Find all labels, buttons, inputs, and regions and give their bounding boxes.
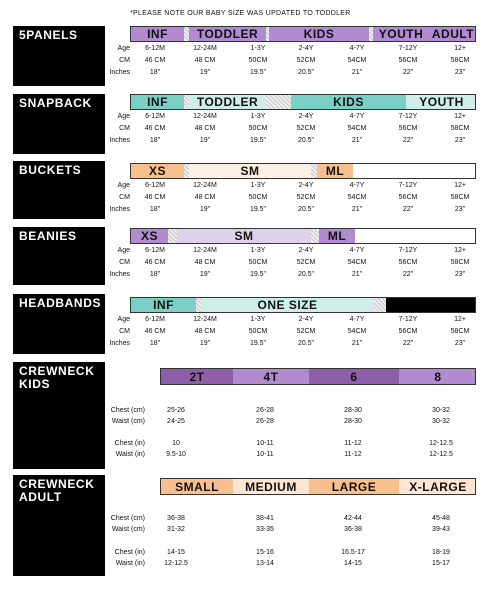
row-label: Age: [117, 182, 130, 189]
table-cell: 12+: [454, 182, 466, 189]
size-segment: YOUTH: [373, 27, 429, 41]
table-cell: 54CM: [347, 125, 367, 132]
size-bar: [130, 297, 476, 313]
table-cell: 4-7Y: [349, 45, 365, 52]
page-note: *PLEASE NOTE OUR BABY SIZE WAS UPDATED TO TODDLER: [130, 10, 351, 17]
table-cell: 19.5": [249, 340, 267, 347]
table-cell: 30-32: [432, 418, 450, 425]
table-cell: 7-12Y: [398, 113, 418, 120]
table-cell: 23": [454, 206, 466, 213]
table-cell: 2-4Y: [298, 247, 314, 254]
table-cell: 12-12.5: [164, 560, 188, 567]
table-cell: 4-7Y: [349, 182, 365, 189]
table-cell: 56CM: [398, 57, 418, 64]
table-cell: 26-28: [256, 418, 274, 425]
row-label: Waist (cm): [111, 418, 145, 425]
row-label: Chest (cm): [110, 407, 145, 414]
table-cell: 58CM: [450, 328, 470, 335]
table-cell: 7-12Y: [398, 182, 418, 189]
row-label: Chest (cm): [110, 515, 145, 522]
table-cell: 58CM: [450, 125, 470, 132]
section-label-block: [13, 26, 105, 86]
table-cell: 2-4Y: [298, 45, 314, 52]
table-cell: 12-24M: [193, 247, 217, 254]
table-cell: 20.5": [297, 69, 315, 76]
table-cell: 50CM: [248, 57, 268, 64]
size-segment: MEDIUM: [233, 479, 309, 494]
table-cell: 56CM: [398, 125, 418, 132]
size-segment: TODDLER: [189, 27, 266, 41]
size-bar: [160, 478, 476, 495]
table-cell: 20.5": [297, 206, 315, 213]
row-label: Waist (in): [115, 451, 145, 458]
table-cell: 15-17: [432, 560, 450, 567]
table-cell: 19": [199, 137, 211, 144]
table-cell: 52CM: [296, 259, 316, 266]
table-cell: 2-4Y: [298, 113, 314, 120]
size-segment: SM: [177, 229, 311, 243]
table-cell: 22": [402, 137, 414, 144]
table-cell: 45-48: [432, 515, 450, 522]
table-cell: 30-32: [432, 407, 450, 414]
table-cell: 54CM: [347, 328, 367, 335]
table-cell: 4-7Y: [349, 316, 365, 323]
table-cell: 2-4Y: [298, 316, 314, 323]
table-cell: 42-44: [344, 515, 362, 522]
table-cell: 15-16: [256, 549, 274, 556]
row-label: Inches: [109, 137, 130, 144]
table-cell: 4-7Y: [349, 247, 365, 254]
size-segment: INF: [131, 27, 184, 41]
section-title: SNAPBACK: [19, 96, 92, 110]
size-segment: ML: [319, 229, 355, 243]
table-cell: 23": [454, 340, 466, 347]
section-title: CREWNECK KIDS: [19, 364, 95, 391]
size-segment: INF: [131, 95, 184, 109]
size-bar: [130, 163, 476, 179]
table-cell: 48 CM: [194, 57, 216, 64]
size-segment: 4T: [233, 369, 309, 384]
table-cell: 33-35: [256, 526, 274, 533]
table-cell: 54CM: [347, 194, 367, 201]
table-cell: 46 CM: [144, 57, 166, 64]
size-segment: [386, 298, 476, 312]
table-cell: 22": [402, 340, 414, 347]
section-title: BEANIES: [19, 229, 77, 243]
table-cell: 12-24M: [193, 182, 217, 189]
table-cell: 50CM: [248, 259, 268, 266]
table-cell: 54CM: [347, 259, 367, 266]
row-label: CM: [119, 194, 130, 201]
section-title: 5PANELS: [19, 28, 78, 42]
table-cell: 46 CM: [144, 328, 166, 335]
table-cell: 19.5": [249, 137, 267, 144]
table-cell: 23": [454, 137, 466, 144]
table-cell: 46 CM: [144, 259, 166, 266]
row-label: CM: [119, 57, 130, 64]
table-cell: 12-12.5: [429, 440, 453, 447]
table-cell: 48 CM: [194, 125, 216, 132]
table-cell: 2-4Y: [298, 182, 314, 189]
table-cell: 19": [199, 340, 211, 347]
table-cell: 14-15: [167, 549, 185, 556]
table-cell: 22": [402, 69, 414, 76]
table-cell: 56CM: [398, 194, 418, 201]
size-segment: KIDS: [269, 27, 369, 41]
table-cell: 46 CM: [144, 194, 166, 201]
row-label: Age: [117, 316, 130, 323]
row-label: Age: [117, 45, 130, 52]
size-segment: [266, 95, 291, 109]
table-cell: 1-3Y: [250, 45, 266, 52]
size-segment: X-LARGE: [399, 479, 476, 494]
table-cell: 4-7Y: [349, 113, 365, 120]
row-label: Chest (in): [114, 549, 145, 556]
table-cell: 22": [402, 271, 414, 278]
size-segment: ONE SIZE: [201, 298, 374, 312]
table-cell: 28-30: [344, 418, 362, 425]
table-cell: 23": [454, 271, 466, 278]
table-cell: 16.5-17: [341, 549, 365, 556]
table-cell: 21": [351, 69, 363, 76]
table-cell: 12-24M: [193, 113, 217, 120]
table-cell: 52CM: [296, 328, 316, 335]
table-cell: 13-14: [256, 560, 274, 567]
table-cell: 39-43: [432, 526, 450, 533]
table-cell: 10-11: [256, 451, 274, 458]
table-cell: 19": [199, 206, 211, 213]
table-cell: 56CM: [398, 328, 418, 335]
size-segment: ADULT: [429, 27, 476, 41]
section-label-block: [13, 94, 105, 154]
table-cell: 1-3Y: [250, 247, 266, 254]
table-cell: 50CM: [248, 125, 268, 132]
table-cell: 23": [454, 69, 466, 76]
table-cell: 9.5-10: [166, 451, 186, 458]
table-cell: 11-12: [344, 451, 362, 458]
table-cell: 12-24M: [193, 316, 217, 323]
table-cell: 6-12M: [145, 113, 165, 120]
table-cell: 52CM: [296, 194, 316, 201]
row-label: Waist (in): [115, 560, 145, 567]
table-cell: 25-26: [167, 407, 185, 414]
size-segment: 8: [399, 369, 476, 384]
table-cell: 20.5": [297, 137, 315, 144]
section-title: CREWNECK ADULT: [19, 477, 95, 504]
table-cell: 54CM: [347, 57, 367, 64]
table-cell: 10-11: [256, 440, 274, 447]
table-cell: 28-30: [344, 407, 362, 414]
table-cell: 12-24M: [193, 45, 217, 52]
row-label: Inches: [109, 69, 130, 76]
table-cell: 18": [149, 69, 161, 76]
row-label: Inches: [109, 271, 130, 278]
row-label: Age: [117, 247, 130, 254]
table-cell: 50CM: [248, 194, 268, 201]
table-cell: 19.5": [249, 271, 267, 278]
table-cell: 7-12Y: [398, 45, 418, 52]
table-cell: 18-19: [432, 549, 450, 556]
table-cell: 21": [351, 340, 363, 347]
table-cell: 6-12M: [145, 316, 165, 323]
table-cell: 18": [149, 206, 161, 213]
table-cell: 36-38: [167, 515, 185, 522]
table-cell: 1-3Y: [250, 113, 266, 120]
table-cell: 26-28: [256, 407, 274, 414]
table-cell: 6-12M: [145, 45, 165, 52]
size-segment: KIDS: [291, 95, 406, 109]
table-cell: 38-41: [256, 515, 274, 522]
table-cell: 12+: [454, 247, 466, 254]
table-cell: 11-12: [344, 440, 362, 447]
size-segment: [168, 229, 177, 243]
size-segment: SMALL: [161, 479, 233, 494]
table-cell: 19.5": [249, 69, 267, 76]
size-segment: LARGE: [309, 479, 399, 494]
table-cell: 18": [149, 271, 161, 278]
size-segment: [374, 298, 386, 312]
row-label: CM: [119, 259, 130, 266]
table-cell: 6-12M: [145, 247, 165, 254]
table-cell: 36-38: [344, 526, 362, 533]
table-cell: 21": [351, 271, 363, 278]
table-cell: 20.5": [297, 271, 315, 278]
section-title: HEADBANDS: [19, 296, 102, 310]
table-cell: 12+: [454, 45, 466, 52]
table-cell: 52CM: [296, 125, 316, 132]
size-segment: XS: [131, 229, 168, 243]
table-cell: 56CM: [398, 259, 418, 266]
table-cell: 48 CM: [194, 259, 216, 266]
row-label: CM: [119, 125, 130, 132]
row-label: Age: [117, 113, 130, 120]
table-cell: 48 CM: [194, 328, 216, 335]
table-cell: 22": [402, 206, 414, 213]
table-cell: 19": [199, 69, 211, 76]
table-cell: 58CM: [450, 194, 470, 201]
table-cell: 18": [149, 340, 161, 347]
row-label: Waist (cm): [111, 526, 145, 533]
size-bar: [130, 94, 476, 110]
table-cell: 58CM: [450, 259, 470, 266]
table-cell: 14-15: [344, 560, 362, 567]
row-label: CM: [119, 328, 130, 335]
size-segment: 2T: [161, 369, 233, 384]
section-title: BUCKETS: [19, 163, 82, 177]
row-label: Inches: [109, 340, 130, 347]
size-segment: SM: [189, 164, 311, 178]
table-cell: 6-12M: [145, 182, 165, 189]
table-cell: 10: [172, 440, 180, 447]
table-cell: 19.5": [249, 206, 267, 213]
table-cell: 7-12Y: [398, 247, 418, 254]
table-cell: 48 CM: [194, 194, 216, 201]
table-cell: 52CM: [296, 57, 316, 64]
row-label: Inches: [109, 206, 130, 213]
table-cell: 1-3Y: [250, 316, 266, 323]
size-bar: [130, 26, 476, 42]
row-label: Chest (in): [114, 440, 145, 447]
table-cell: 7-12Y: [398, 316, 418, 323]
table-cell: 1-3Y: [250, 182, 266, 189]
size-segment: YOUTH: [406, 95, 476, 109]
size-segment: TODDLER: [189, 95, 266, 109]
table-cell: 19": [199, 271, 211, 278]
size-segment: XS: [131, 164, 184, 178]
table-cell: 18": [149, 137, 161, 144]
table-cell: 46 CM: [144, 125, 166, 132]
table-cell: 24-25: [167, 418, 185, 425]
size-segment: [311, 229, 319, 243]
table-cell: 12+: [454, 113, 466, 120]
size-segment: 6: [309, 369, 399, 384]
table-cell: 12-12.5: [429, 451, 453, 458]
table-cell: 21": [351, 206, 363, 213]
table-cell: 31-32: [167, 526, 185, 533]
table-cell: 21": [351, 137, 363, 144]
table-cell: 20.5": [297, 340, 315, 347]
size-segment: INF: [131, 298, 196, 312]
size-segment: ML: [317, 164, 353, 178]
size-bar: [130, 228, 476, 244]
table-cell: 58CM: [450, 57, 470, 64]
size-bar: [160, 368, 476, 385]
table-cell: 12+: [454, 316, 466, 323]
table-cell: 50CM: [248, 328, 268, 335]
